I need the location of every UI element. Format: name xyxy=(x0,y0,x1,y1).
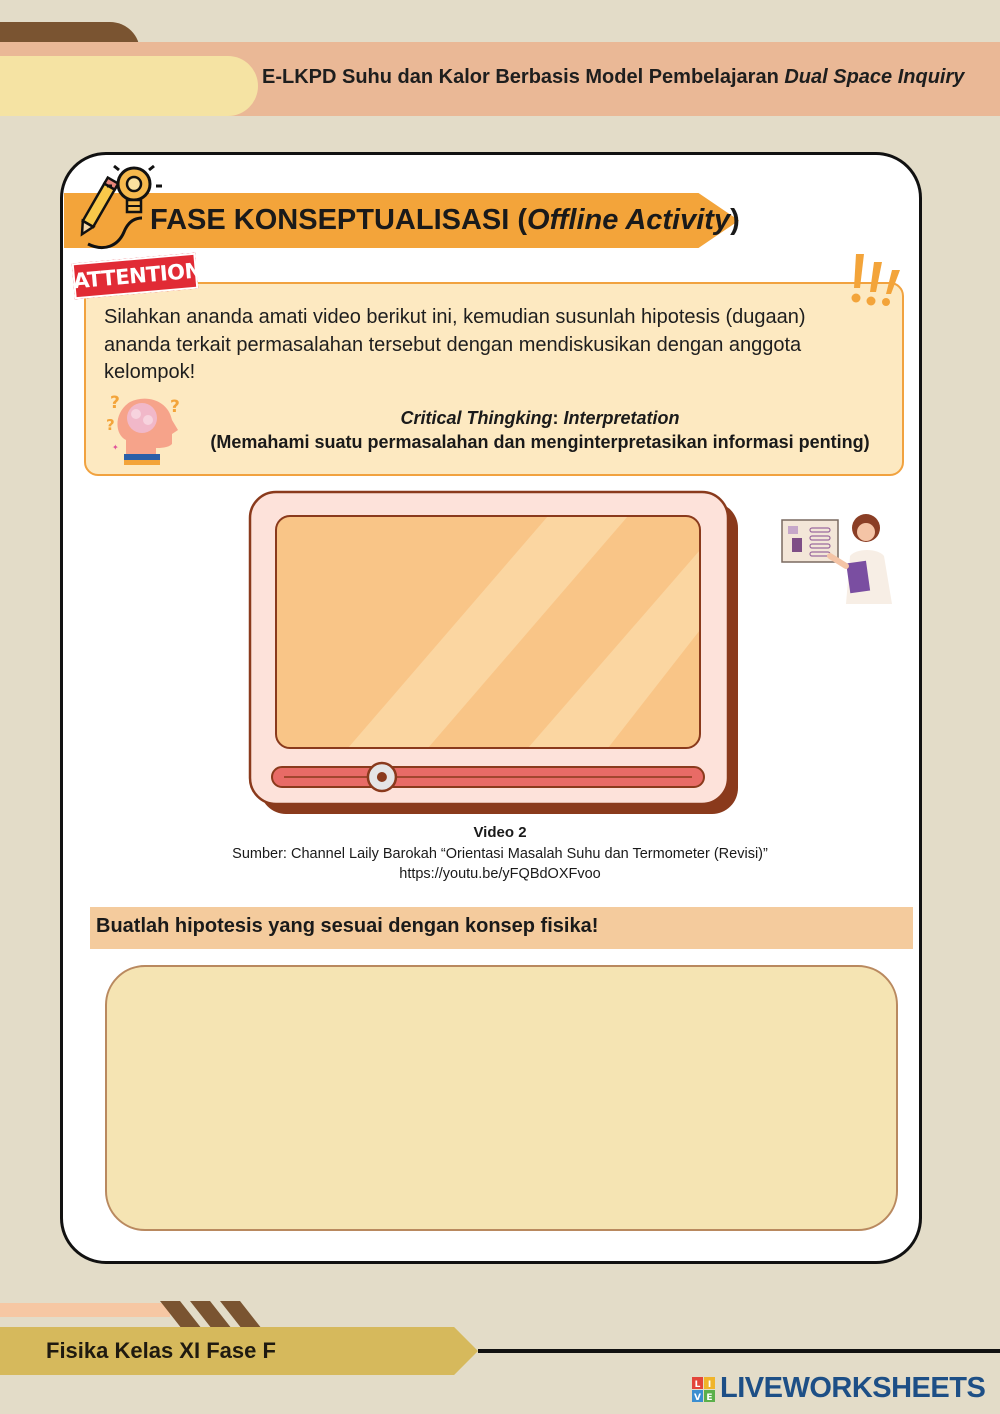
logo-letter-l: L xyxy=(694,1380,701,1390)
skill-sep: : xyxy=(552,408,564,428)
svg-text:?: ? xyxy=(110,393,120,413)
exclamation-marks-icon xyxy=(846,252,904,308)
skill-label xyxy=(190,408,890,429)
attention-tag: ATTENTION xyxy=(72,253,199,300)
svg-text:✦: ✦ xyxy=(112,443,119,452)
svg-text:?: ? xyxy=(170,397,180,417)
brain-question-icon xyxy=(102,390,184,470)
footer-line xyxy=(478,1349,1000,1353)
instruction-prompt: Buatlah hipotesis yang sesuai dengan konsep fisika! xyxy=(96,915,599,937)
video-player[interactable] xyxy=(248,490,742,820)
phase-title xyxy=(150,204,740,237)
logo-letter-v: V xyxy=(694,1393,701,1403)
video-caption-source: Sumber: Channel Laily Barokah “Orientasi Masalah Suhu dan Termometer (Revisi)” xyxy=(232,846,768,862)
video-caption-url[interactable]: https://youtu.be/yFQBdOXFvoo xyxy=(399,866,601,882)
logo-letter-i: I xyxy=(707,1380,712,1390)
svg-text:?: ? xyxy=(106,416,115,434)
footer-accent-peach xyxy=(0,1303,170,1317)
logo-letter-e: E xyxy=(706,1393,713,1403)
footer-brand[interactable]: LIVEWORKSHEETS xyxy=(720,1372,986,1404)
header-title xyxy=(262,66,992,89)
video-progress-knob[interactable] xyxy=(368,763,396,791)
footer-course: Fisika Kelas XI Fase F xyxy=(46,1338,276,1363)
phase-title-plain: FASE KONSEPTUALISASI ( xyxy=(150,204,528,236)
skill-name: Critical Thingking xyxy=(400,408,553,428)
teacher-illustration-icon xyxy=(780,510,898,604)
skill-description: (Memahami suatu permasalahan dan menginterpretasikan informasi penting) xyxy=(210,432,870,452)
footer-stripes xyxy=(160,1301,268,1329)
header-title-plain: E-LKPD Suhu dan Kalor Berbasis Model Pembelajaran xyxy=(262,66,785,88)
phase-title-italic: Offline Activity xyxy=(527,204,731,236)
header-title-italic: Dual Space Inquiry xyxy=(784,66,965,88)
header-accent-yellow xyxy=(0,56,258,116)
hypothesis-answer-field[interactable] xyxy=(105,965,898,1231)
video-caption-title: Video 2 xyxy=(473,824,527,841)
video-screen[interactable] xyxy=(276,516,700,748)
attention-instruction: Silahkan ananda amati video berikut ini, kemudian susunlah hipotesis (dugaan) ananda terkait permasalahan tersebut dengan mendiskusikan dengan anggota kelompok! xyxy=(104,306,806,383)
phase-title-close: ) xyxy=(730,204,740,236)
liveworksheets-logo-icon xyxy=(692,1377,716,1403)
skill-type: Interpretation xyxy=(563,408,680,428)
